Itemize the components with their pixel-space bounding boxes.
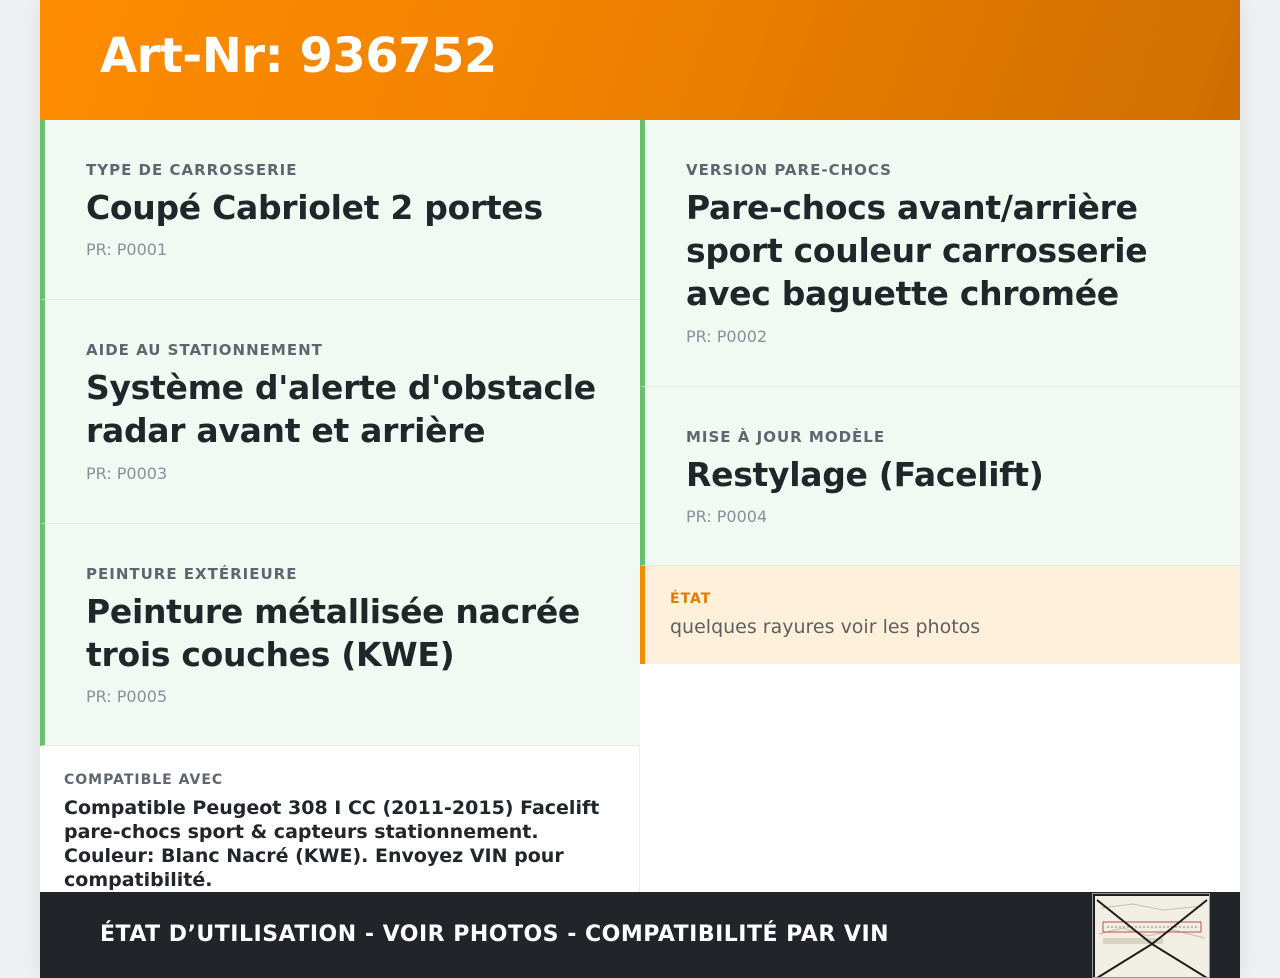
card-value: Pare-chocs avant/arrière sport couleur carrosserie avec baguette chromée [686, 188, 1148, 313]
header-banner [40, 0, 1240, 120]
card-pr-code: PR: P0003 [86, 464, 168, 483]
card-model-update [640, 387, 1240, 566]
card-body-type [40, 120, 640, 300]
card-bumper-version [640, 120, 1240, 387]
card-label: AIDE AU STATIONNEMENT [86, 341, 323, 359]
card-value: Peinture métallisée nacrée trois couches (KWE) [86, 592, 580, 674]
card-pr-code: PR: P0004 [686, 507, 768, 526]
label-photo-image [1093, 894, 1210, 978]
product-sheet [40, 0, 1240, 978]
condition-text: quelques rayures voir les photos [670, 616, 981, 638]
footer-banner [40, 892, 1240, 978]
card-value: Coupé Cabriolet 2 portes [86, 188, 543, 227]
card-pr-code: PR: P0002 [686, 327, 768, 346]
article-number-title: Art-Nr: 936752 [100, 28, 497, 84]
condition-label: ÉTAT [670, 591, 712, 607]
footer-text: ÉTAT D’UTILISATION - VOIR PHOTOS - COMPATIBILITÉ PAR VIN [100, 922, 890, 947]
card-parking-aid [40, 300, 640, 524]
card-value: Système d'alerte d'obstacle radar avant et arrière [86, 368, 596, 450]
card-label: PEINTURE EXTÉRIEURE [86, 565, 298, 583]
condition-box [640, 566, 1240, 664]
card-label: TYPE DE CARROSSERIE [86, 161, 298, 179]
card-pr-code: PR: P0001 [86, 240, 168, 259]
label-photo-thumbnail[interactable] [1092, 893, 1210, 978]
compatibility-box [40, 746, 640, 892]
card-label: MISE À JOUR MODÈLE [686, 428, 886, 446]
compatibility-label: COMPATIBLE AVEC [64, 772, 224, 788]
card-pr-code: PR: P0005 [86, 687, 168, 706]
compatibility-text: Compatible Peugeot 308 I CC (2011-2015) Facelift pare-chocs sport & capteurs stationnement. Couleur: Blanc Nacré (KWE). Envoyez VIN pour compatibilité. [64, 797, 600, 891]
card-value: Restylage (Facelift) [686, 455, 1044, 494]
card-label: VERSION PARE-CHOCS [686, 161, 892, 179]
card-exterior-paint [40, 524, 640, 746]
